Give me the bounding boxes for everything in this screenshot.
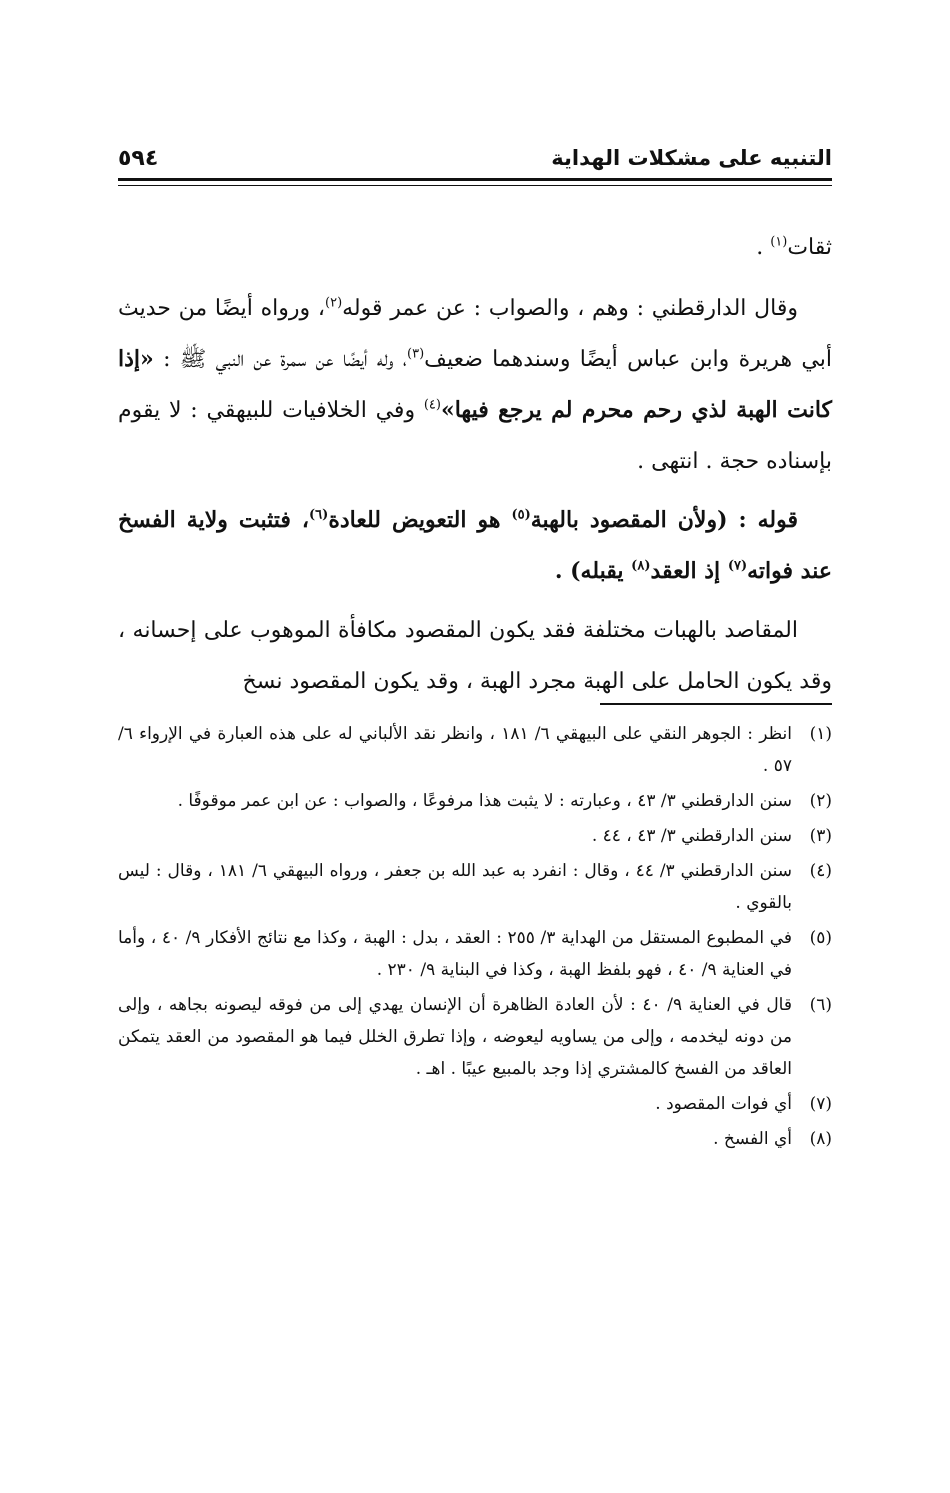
footnote-item: [118, 989, 832, 1085]
footnote-item: [118, 820, 832, 852]
footnote-text: انظر : الجوهر النقي على البيهقي ٦/ ١٨١ ، وانظر نقد الألباني له على هذه العبارة في الإرواء ٦/ ٥٧ .: [118, 724, 792, 776]
footnote-ref[interactable]: (٢): [325, 295, 343, 311]
header-title: التنبيه على مشكلات الهداية: [551, 146, 832, 170]
footnote-number: (٦): [809, 995, 832, 1015]
footnote-text: أي فوات المقصود .: [655, 1094, 792, 1114]
paragraph-continuation: ثقات$^{(١)}$ .: [756, 234, 832, 260]
footnote-item: [118, 1123, 832, 1155]
footnote-ref[interactable]: (٣): [407, 346, 425, 362]
footnote-number: (٥): [809, 928, 832, 948]
footnote-item: [118, 785, 832, 817]
footnote-text: سنن الدارقطني ٣/ ٤٤ ، وقال : انفرد به عبد الله بن جعفر ، ورواه البيهقي ٦/ ١٨١ ، وقال : ليس بالقوي .: [118, 861, 792, 913]
footnote-ref[interactable]: (٧): [727, 558, 748, 574]
footnote-number: (٢): [809, 791, 832, 811]
footnote-ref[interactable]: (١): [770, 234, 788, 250]
hadith-quote: «إذا كانت الهبة لذي رحم محرم لم يرجع فيها»: [118, 346, 832, 423]
footnote-number: (٣): [809, 826, 832, 846]
header-rule-thick: [118, 178, 832, 181]
footnote-item: [118, 855, 832, 919]
footnote-text: قال في العناية ٩/ ٤٠ : لأن العادة الظاهرة أن الإنسان يهدي إلى من فوقه ليصونه بجاهه ، وإلى من دونه ليخدمه ، وإلى من يساويه ليعوضه ، وإذا تطرق الخلل فيما هو المقصود من العقد يتمكن العاقد من الفسخ كالمشتري إذا وجد بالمبيع عيبًا . اهـ .: [118, 995, 792, 1079]
footnote-text: في المطبوع المستقل من الهداية ٣/ ٢٥٥ : العقد ، بدل : الهبة ، وكذا مع نتائج الأفكار ٩/ ٤٠ ، وأما في العناية ٩/ ٤٠ ، فهو بلفظ الهبة ، وكذا في البناية ٩/ ٢٣٠ .: [118, 928, 792, 980]
footnote-ref[interactable]: (٨): [631, 558, 651, 574]
footnote-ref[interactable]: (٤): [423, 397, 441, 413]
running-header: [118, 140, 832, 176]
footnotes: [118, 718, 832, 1158]
footnote-number: (٧): [809, 1094, 832, 1114]
footnote-number: (٤): [809, 861, 832, 881]
footnote-separator: [600, 703, 832, 705]
footnote-text: سنن الدارقطني ٣/ ٤٣ ، ٤٤ .: [591, 826, 792, 846]
footnote-text: سنن الدارقطني ٣/ ٤٣ ، وعبارته : لا يثبت هذا مرفوعًا ، والصواب : عن ابن عمر موقوفًا .: [177, 791, 792, 811]
footnote-ref[interactable]: (٥): [511, 507, 531, 523]
page-number: ٥٩٤: [118, 145, 159, 171]
footnote-item: [118, 1088, 832, 1120]
paragraph-matn-quote: قوله : (ولأن المقصود بالهبة$^{(٥)}$ هو التعويض للعادة$^{(٦)}$، فتثبت ولاية الفسخ عند فواته$^{(٧)}$ إذ العقد$^{(٨)}$ يقبله) .: [118, 507, 832, 584]
document-page: [118, 0, 832, 1493]
footnote-text: أي الفسخ .: [713, 1129, 792, 1149]
footnote-item: [118, 718, 832, 782]
footnote-ref[interactable]: (٦): [309, 507, 329, 523]
main-text: [118, 222, 832, 707]
footnote-number: (٨): [809, 1129, 832, 1149]
header-rule-thin: [118, 185, 832, 186]
paragraph-commentary: المقاصد بالهبات مختلفة فقد يكون المقصود مكافأة الموهوب على إحسانه ، وقد يكون الحامل على الهبة مجرد الهبة ، وقد يكون المقصود نسخ: [118, 618, 832, 694]
footnote-item: [118, 922, 832, 986]
paragraph-daraqutni: وقال الدارقطني : وهم ، والصواب : عن عمر قوله$^{(٢)}$، ورواه أيضًا من حديث أبي هريرة وابن عباس أيضًا وسندهما ضعيف$^{(٣)}$، وله أيضًا عن سمرة عن النبي ﷺ : «إذا كانت الهبة لذي رحم محرم لم يرجع فيها»$^{(٤)}$ وفي الخلافيات للبيهقي : لا يقوم بإسناده حجة . انتهى .: [118, 295, 833, 474]
footnote-number: (١): [809, 724, 832, 744]
